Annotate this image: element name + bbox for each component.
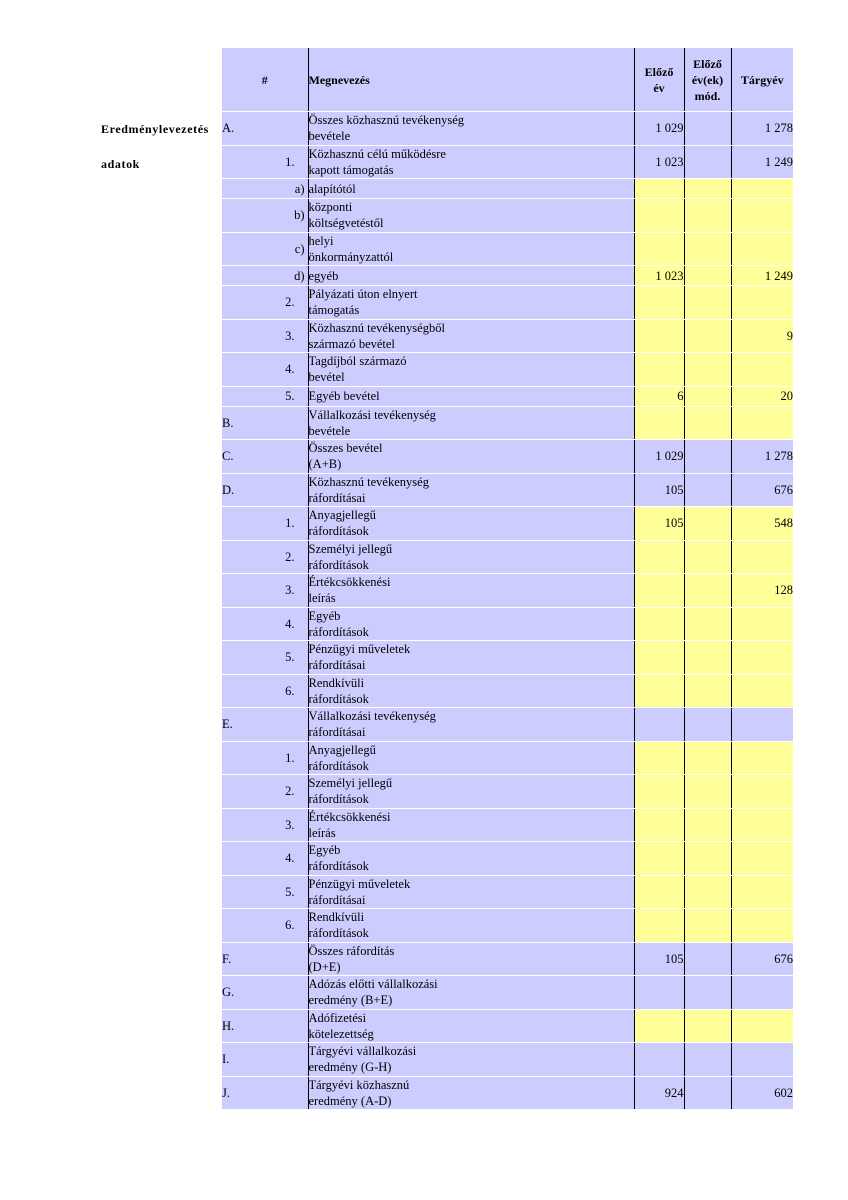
description-line: ráfordítások [308,792,369,807]
table-row [222,145,793,179]
prev-year-value [634,540,684,574]
row-letter [222,909,272,943]
description-line: helyi [308,233,334,248]
prev-year-value [634,708,684,742]
description-line: Adózás előtti vállalkozási [308,977,438,992]
description-line: Összes ráfordítás [308,943,395,958]
prev-year-value: 1 029 [634,440,684,474]
row-description [308,574,634,608]
description-line: Tárgyévi vállalkozási [308,1044,417,1059]
row-letter [222,232,272,266]
prev-year-value [634,319,684,353]
prev-modification-value [684,741,731,775]
row-description [308,741,634,775]
table-row [222,179,793,199]
prev-year-value [634,406,684,440]
target-year-value [731,708,793,742]
target-year-value [731,179,793,199]
row-letter [222,145,272,179]
row-description [308,353,634,387]
table-row [222,353,793,387]
table-row [222,741,793,775]
row-description [308,1043,634,1077]
header-target-year: Tárgyév [731,48,793,112]
row-subnumber: 4. [272,607,308,641]
prev-year-value [634,976,684,1010]
row-letter [222,775,272,809]
description-line: Személyi jellegű [308,776,393,791]
target-year-value: 1 249 [731,145,793,179]
row-subnumber: 1. [272,741,308,775]
row-letter: C. [222,440,272,474]
header-prev-year: Előző év [634,48,684,112]
prev-year-value [634,232,684,266]
row-description [308,674,634,708]
prev-year-value: 105 [634,473,684,507]
income-statement-table [222,48,793,1110]
row-description [308,199,634,233]
prev-modification-value [684,976,731,1010]
description-line: ráfordításai [308,892,366,907]
row-letter [222,286,272,320]
description-line: alapítótól [308,181,356,196]
row-letter [222,875,272,909]
table-row [222,1076,793,1110]
description-line: leírás [308,825,336,840]
row-letter [222,808,272,842]
row-description [308,942,634,976]
table-row [222,232,793,266]
prev-modification-value [684,112,731,146]
row-subnumber: 3. [272,574,308,608]
table-row [222,266,793,286]
description-line: központi [308,200,353,215]
row-letter [222,266,272,286]
row-subnumber: 5. [272,641,308,675]
row-letter: H. [222,1009,272,1043]
row-subnumber: a) [272,179,308,199]
prev-modification-value [684,574,731,608]
description-line: eredmény (A-D) [308,1093,392,1108]
row-letter [222,353,272,387]
row-letter [222,842,272,876]
row-description [308,386,634,406]
row-subnumber [272,976,308,1010]
row-description [308,976,634,1010]
table-row [222,440,793,474]
table-row [222,319,793,353]
prev-modification-value [684,909,731,943]
prev-modification-value [684,473,731,507]
table-header-row [222,48,793,112]
row-letter: D. [222,473,272,507]
description-line: ráfordításai [308,490,366,505]
target-year-value [731,875,793,909]
table-row [222,674,793,708]
row-subnumber [272,473,308,507]
target-year-value: 602 [731,1076,793,1110]
prev-modification-value [684,842,731,876]
prev-modification-value [684,708,731,742]
prev-modification-value [684,641,731,675]
row-letter [222,641,272,675]
row-description [308,440,634,474]
prev-year-value [634,353,684,387]
description-line: kapott támogatás [308,162,394,177]
description-line: Egyéb [308,608,341,623]
target-year-value [731,1009,793,1043]
table-row [222,1043,793,1077]
target-year-value [731,232,793,266]
row-subnumber: 6. [272,909,308,943]
prev-year-value [634,199,684,233]
target-year-value [731,540,793,574]
table-row [222,574,793,608]
prev-modification-value [684,286,731,320]
target-year-value [731,1043,793,1077]
description-line: Adófizetési [308,1010,367,1025]
row-letter [222,319,272,353]
target-year-value [731,199,793,233]
prev-modification-value [684,232,731,266]
target-year-value: 1 278 [731,112,793,146]
row-subnumber: 4. [272,353,308,387]
prev-year-value: 924 [634,1076,684,1110]
prev-year-value: 6 [634,386,684,406]
target-year-value [731,808,793,842]
target-year-value: 20 [731,386,793,406]
prev-modification-value [684,266,731,286]
prev-year-value [634,1043,684,1077]
row-letter: G. [222,976,272,1010]
prev-year-value [634,775,684,809]
description-line: Egyéb bevétel [308,389,380,403]
prev-modification-value [684,199,731,233]
prev-modification-value [684,1043,731,1077]
prev-modification-value [684,386,731,406]
description-line: ráfordítások [308,524,369,539]
prev-year-value: 105 [634,507,684,541]
table-row [222,942,793,976]
target-year-value: 548 [731,507,793,541]
description-line: ráfordításai [308,725,366,740]
description-line: ráfordítások [308,691,369,706]
description-line: ráfordítások [308,758,369,773]
row-description [308,319,634,353]
row-subnumber: 3. [272,808,308,842]
table-row [222,641,793,675]
row-description [308,507,634,541]
target-year-value: 676 [731,942,793,976]
prev-modification-value [684,1076,731,1110]
description-line: ráfordítások [308,859,369,874]
prev-modification-value [684,319,731,353]
target-year-value [731,286,793,320]
row-letter: I. [222,1043,272,1077]
table-row [222,540,793,574]
row-letter: J. [222,1076,272,1110]
target-year-value [731,909,793,943]
table-row [222,406,793,440]
row-subnumber [272,1009,308,1043]
table-row [222,775,793,809]
target-year-value [731,775,793,809]
row-description [308,842,634,876]
description-line: ráfordítások [308,926,369,941]
description-line: Anyagjellegű [308,508,376,523]
row-description [308,641,634,675]
description-line: Értékcsökkenési [308,809,391,824]
row-description [308,909,634,943]
table-row [222,286,793,320]
prev-year-value [634,808,684,842]
description-line: Pénzügyi műveletek [308,876,411,891]
target-year-value [731,976,793,1010]
prev-year-value [634,875,684,909]
table-row [222,1009,793,1043]
description-line: Rendkívüli [308,675,365,690]
header-prev-modification: Előző év(ek) mód. [684,48,731,112]
target-year-value: 9 [731,319,793,353]
description-line: leírás [308,591,336,606]
prev-modification-value [684,540,731,574]
target-year-value: 128 [731,574,793,608]
description-line: eredmény (B+E) [308,993,393,1008]
target-year-value: 676 [731,473,793,507]
row-subnumber: 5. [272,875,308,909]
prev-year-value: 1 023 [634,145,684,179]
description-line: Személyi jellegű [308,541,393,556]
description-line: Egyéb [308,843,341,858]
description-line: Tárgyévi közhasznú [308,1077,410,1092]
description-line: eredmény (G-H) [308,1060,392,1075]
description-line: Tagdíjból származó [308,354,407,369]
target-year-value [731,607,793,641]
table-row [222,112,793,146]
prev-modification-value [684,145,731,179]
prev-year-value: 1 029 [634,112,684,146]
description-line: ráfordítások [308,557,369,572]
prev-modification-value [684,808,731,842]
description-line: (D+E) [308,959,341,974]
prev-year-value [634,179,684,199]
row-subnumber [272,942,308,976]
row-description [308,708,634,742]
prev-modification-value [684,507,731,541]
table-row [222,199,793,233]
prev-modification-value [684,179,731,199]
prev-year-value [634,641,684,675]
table-row [222,507,793,541]
description-line: Értékcsökkenési [308,575,391,590]
row-description [308,1009,634,1043]
header-name: Megnevezés [308,48,634,112]
description-line: Közhasznú tevékenységből [308,320,445,335]
row-letter [222,540,272,574]
row-description [308,808,634,842]
description-line: ráfordítások [308,624,369,639]
description-line: ráfordításai [308,658,366,673]
row-description [308,875,634,909]
row-subnumber: 2. [272,540,308,574]
description-line: származó bevétel [308,336,395,351]
prev-modification-value [684,942,731,976]
prev-year-value [634,909,684,943]
row-description [308,473,634,507]
target-year-value: 1 249 [731,266,793,286]
prev-year-value: 1 023 [634,266,684,286]
row-letter [222,607,272,641]
row-subnumber: 2. [272,775,308,809]
description-line: Közhasznú tevékenység [308,474,429,489]
table-row [222,607,793,641]
description-line: bevétele [308,129,351,144]
prev-modification-value [684,406,731,440]
row-description [308,145,634,179]
prev-modification-value [684,1009,731,1043]
section-label-continued: adatok [101,157,140,171]
row-subnumber: c) [272,232,308,266]
prev-modification-value [684,875,731,909]
row-description [308,406,634,440]
description-line: Anyagjellegű [308,742,376,757]
description-line: támogatás [308,303,360,318]
description-line: Közhasznú célú működésre [308,146,446,161]
prev-modification-value [684,674,731,708]
description-line: kötelezettség [308,1026,374,1041]
row-description [308,540,634,574]
prev-year-value [634,842,684,876]
row-subnumber: d) [272,266,308,286]
description-line: önkormányzattól [308,249,394,264]
row-subnumber: 1. [272,507,308,541]
row-letter [222,386,272,406]
row-description [308,179,634,199]
row-description [308,607,634,641]
row-description [308,286,634,320]
row-letter: E. [222,708,272,742]
row-letter: B. [222,406,272,440]
row-letter [222,507,272,541]
description-line: Vállalkozási tevékenység [308,407,436,422]
target-year-value [731,353,793,387]
row-subnumber [272,708,308,742]
prev-modification-value [684,607,731,641]
target-year-value [731,406,793,440]
description-line: Rendkívüli [308,910,365,925]
row-letter [222,741,272,775]
description-line: költségvetéstől [308,216,384,231]
row-subnumber: 6. [272,674,308,708]
prev-year-value: 105 [634,942,684,976]
description-line: Összes közhasznú tevékenység [308,113,465,128]
table-row [222,473,793,507]
row-letter [222,674,272,708]
row-description [308,232,634,266]
row-subnumber: 1. [272,145,308,179]
row-letter [222,199,272,233]
row-subnumber: 3. [272,319,308,353]
prev-modification-value [684,353,731,387]
prev-year-value [634,574,684,608]
description-line: bevétele [308,423,351,438]
table-row [222,875,793,909]
description-line: Pénzügyi műveletek [308,642,411,657]
description-line: Pályázati úton elnyert [308,287,418,302]
prev-year-value [634,741,684,775]
row-subnumber: 4. [272,842,308,876]
target-year-value: 1 278 [731,440,793,474]
target-year-value [731,842,793,876]
prev-year-value [634,286,684,320]
row-letter [222,179,272,199]
row-description [308,266,634,286]
description-line: Vállalkozási tevékenység [308,709,436,724]
row-letter: F. [222,942,272,976]
table-row [222,976,793,1010]
row-subnumber [272,1043,308,1077]
table-row [222,386,793,406]
prev-modification-value [684,440,731,474]
row-subnumber [272,406,308,440]
row-subnumber [272,112,308,146]
description-line: (A+B) [308,457,342,472]
row-letter [222,574,272,608]
row-description [308,112,634,146]
table-row [222,808,793,842]
description-line: Összes bevétel [308,441,383,456]
prev-year-value [634,674,684,708]
row-subnumber: 2. [272,286,308,320]
header-number: # [222,48,308,112]
prev-year-value [634,607,684,641]
row-description [308,1076,634,1110]
target-year-value [731,741,793,775]
row-letter: A. [222,112,272,146]
description-line: bevétel [308,370,345,385]
prev-year-value [634,1009,684,1043]
target-year-value [731,641,793,675]
prev-modification-value [684,775,731,809]
section-label: Eredménylevezetés [101,122,209,136]
row-subnumber: 5. [272,386,308,406]
description-line: egyéb [308,268,339,283]
row-subnumber [272,1076,308,1110]
row-subnumber: b) [272,199,308,233]
table-row [222,708,793,742]
row-description [308,775,634,809]
table-row [222,842,793,876]
row-subnumber [272,440,308,474]
table-row [222,909,793,943]
target-year-value [731,674,793,708]
